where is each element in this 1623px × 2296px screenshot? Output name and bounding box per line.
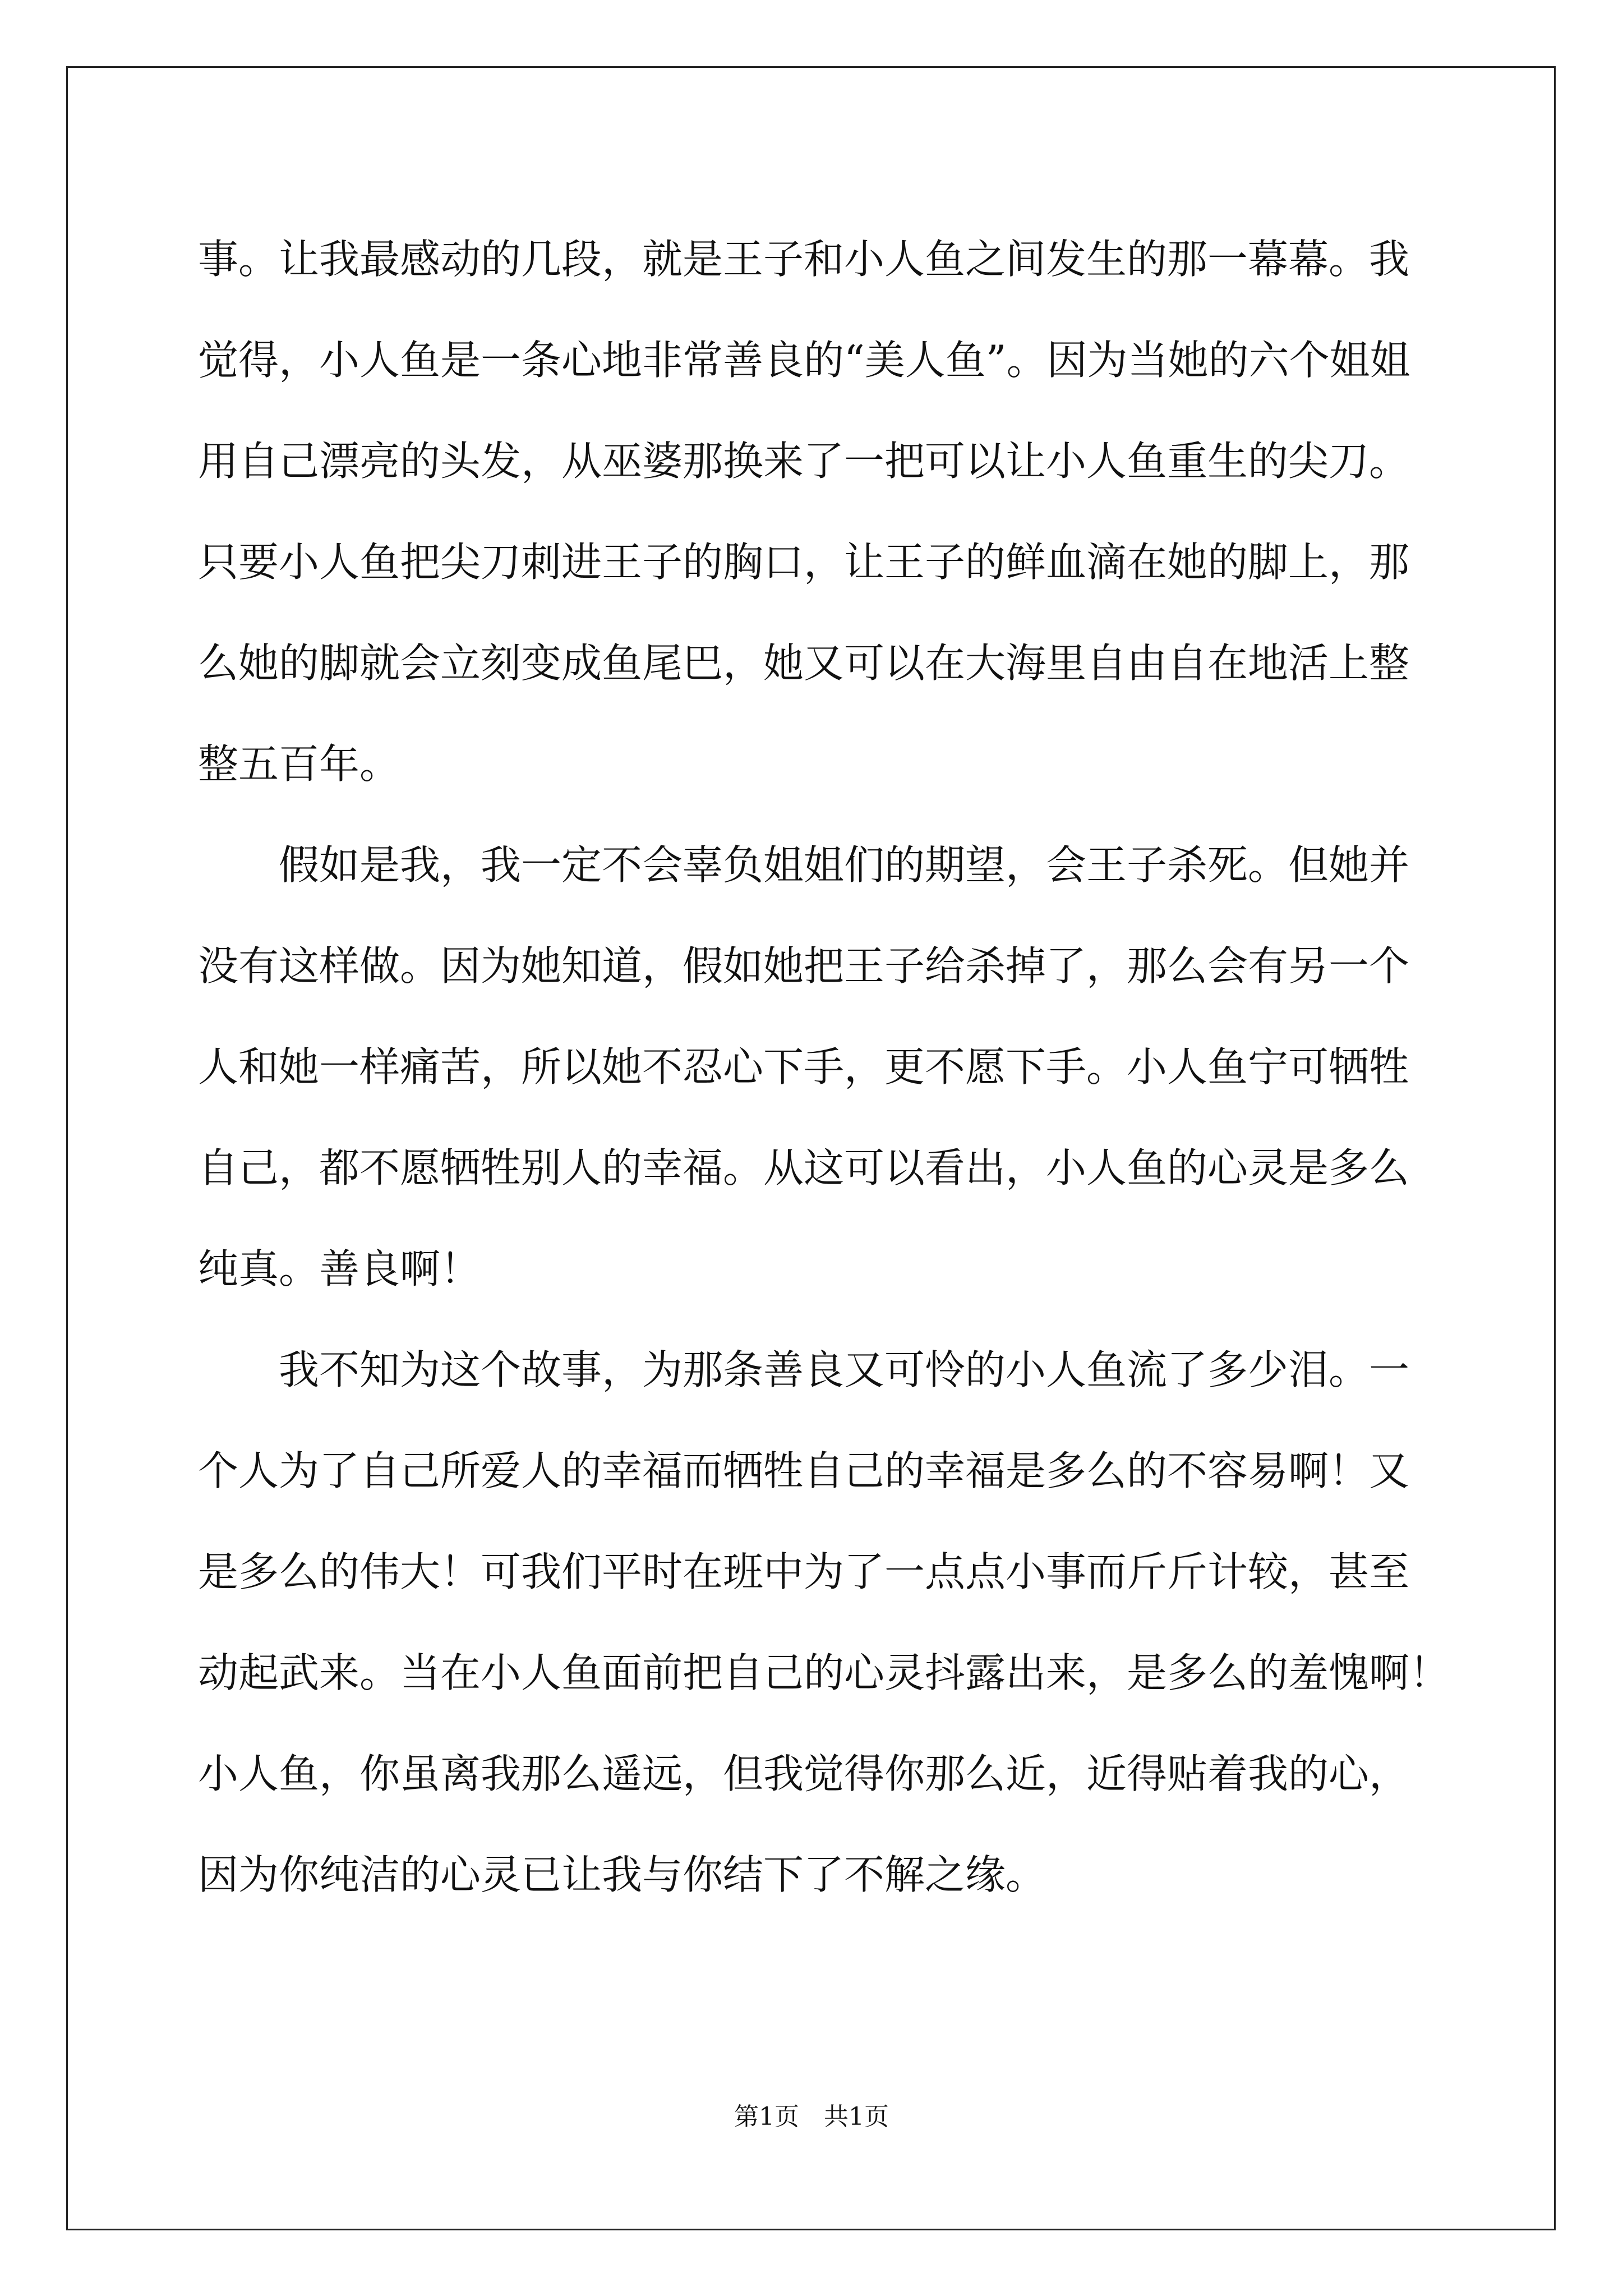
text-line: 因为你纯洁的心灵已让我与你结下了不解之缘。 — [198, 1851, 1046, 1898]
document-body — [198, 209, 1450, 1925]
text-line: 觉得，小人鱼是一条心地非常善良的“美人鱼”。因为当她的六个姐姐 — [198, 337, 1410, 384]
text-line: 个人为了自己所爱人的幸福而牺牲自己的幸福是多么的不容易啊！又 — [198, 1447, 1410, 1494]
text-line: 整五百年。 — [198, 740, 400, 788]
text-line: 自己，都不愿牺牲别人的幸福。从这可以看出，小人鱼的心灵是多么 — [198, 1144, 1410, 1191]
text-line: 纯真。善良啊！ — [198, 1245, 481, 1292]
text-line: 人和她一样痛苦，所以她不忍心下手，更不愿下手。小人鱼宁可牺牲 — [198, 1043, 1410, 1091]
text-line: 假如是我，我一定不会辜负姐姐们的期望，会王子杀死。但她并 — [198, 841, 1410, 889]
text-line: 小人鱼，你虽离我那么遥远，但我觉得你那么近，近得贴着我的心， — [198, 1750, 1410, 1797]
text-line: 动起武来。当在小人鱼面前把自己的心灵抖露出来，是多么的羞愧啊！ — [198, 1649, 1450, 1696]
text-line: 没有这样做。因为她知道，假如她把王子给杀掉了，那么会有另一个 — [198, 942, 1410, 990]
text-line: 么她的脚就会立刻变成鱼尾巴，她又可以在大海里自由自在地活上整 — [198, 639, 1410, 687]
text-line: 用自己漂亮的头发，从巫婆那换来了一把可以让小人鱼重生的尖刀。 — [198, 438, 1410, 485]
text-line: 只要小人鱼把尖刀刺进王子的胸口，让王子的鲜血滴在她的脚上，那 — [198, 539, 1410, 586]
text-line: 是多么的伟大！可我们平时在班中为了一点点小事而斤斤计较，甚至 — [198, 1548, 1410, 1595]
text-line: 我不知为这个故事，为那条善良又可怜的小人鱼流了多少泪。一 — [198, 1346, 1410, 1393]
text-line: 事。让我最感动的几段，就是王子和小人鱼之间发生的那一幕幕。我 — [198, 236, 1410, 283]
page-footer: 第1页 共1页 — [734, 2102, 889, 2131]
